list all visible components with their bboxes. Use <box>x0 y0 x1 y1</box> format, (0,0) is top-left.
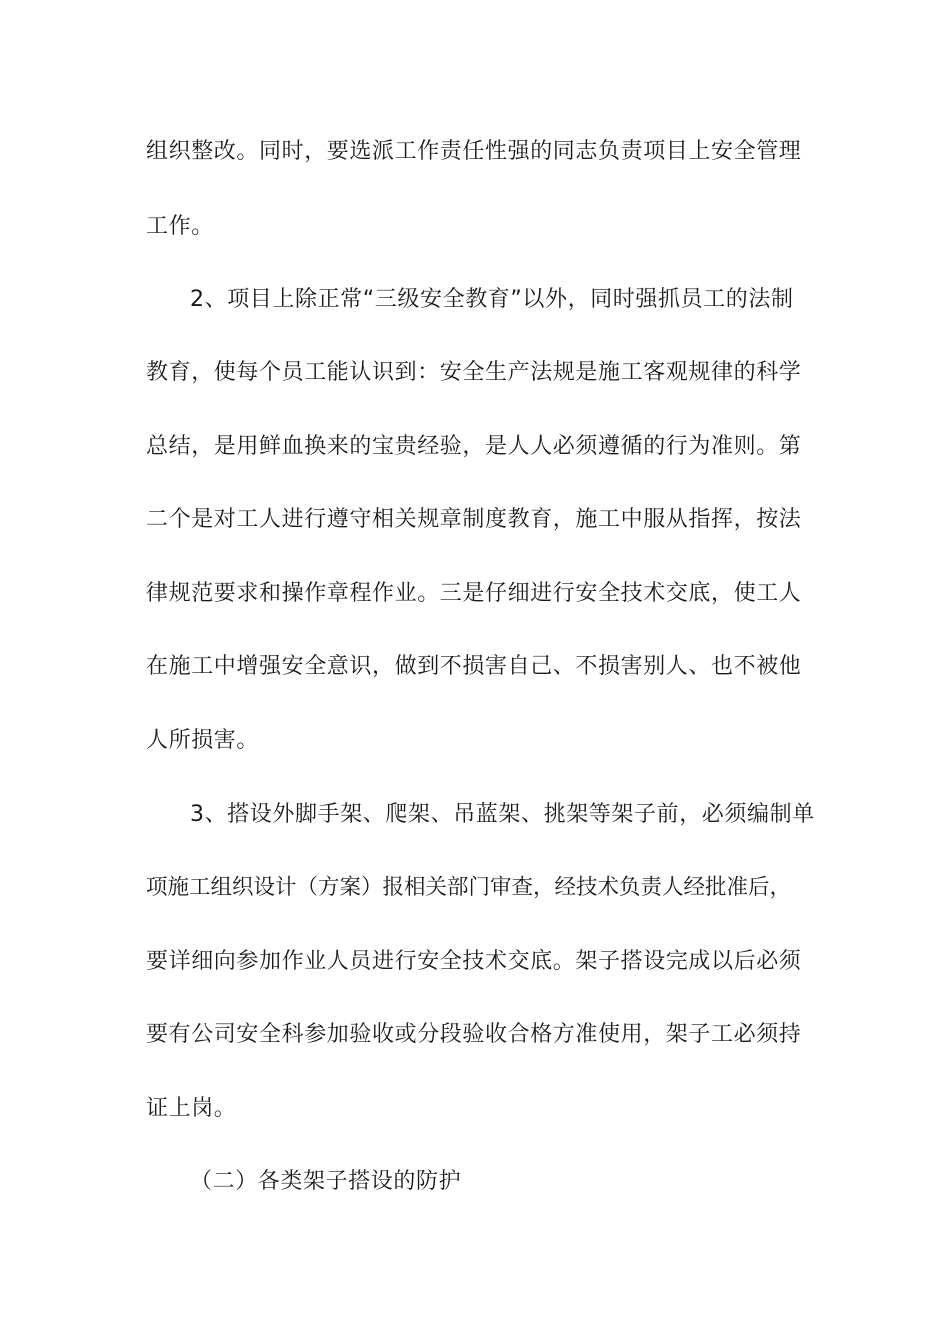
text-line-12: 要详细向参加作业人员进行安全技术交底。架子搭设完成以后必须 <box>146 949 802 974</box>
text-line-1: 组织整改。同时，要选派工作责任性强的同志负责项目上安全管理 <box>146 139 802 164</box>
text-line-5: 总结，是用鲜血换来的宝贵经验，是人人必须遵循的行为准则。第 <box>146 434 802 459</box>
text-line-6: 二个是对工人进行遵守相关规章制度教育，施工中服从指挥，按法 <box>146 507 802 532</box>
text-line-11: 项施工组织设计（方案）报相关部门审查，经技术负责人经批准后， <box>146 875 792 900</box>
text-line-13: 要有公司安全科参加验收或分段验收合格方准使用，架子工必须持 <box>146 1022 802 1047</box>
section-heading: （二）各类架子搭设的防护 <box>190 1169 462 1194</box>
text-line-10: 3、搭设外脚手架、爬架、吊蓝架、挑架等架子前，必须编制单 <box>190 802 815 827</box>
text-line-4: 教育，使每个员工能认识到：安全生产法规是施工客观规律的科学 <box>146 360 802 385</box>
text-line-2: 工作。 <box>146 214 214 239</box>
text-line-9: 人所损害。 <box>146 728 260 753</box>
text-line-8: 在施工中增强安全意识，做到不损害自己、不损害别人、也不被他 <box>146 654 802 679</box>
text-line-3: 2、项目上除正常“三级安全教育”以外，同时强抓员工的法制 <box>190 287 794 312</box>
text-line-7: 律规范要求和操作章程作业。三是仔细进行安全技术交底，使工人 <box>146 581 802 606</box>
text-line-14: 证上岗。 <box>146 1096 237 1121</box>
